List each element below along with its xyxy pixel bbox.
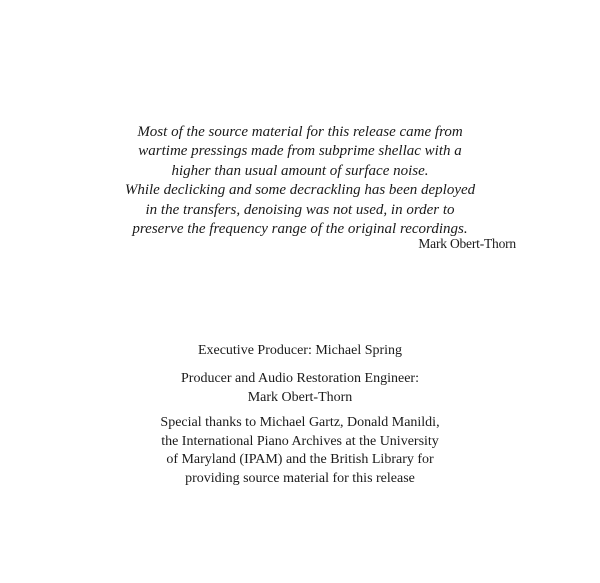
transfer-note-line: wartime pressings made from subprime shellac with a: [138, 143, 462, 160]
transfer-note-line: higher than usual amount of surface noise.: [171, 162, 429, 179]
transfer-note-line: preserve the frequency range of the original recordings.: [132, 221, 468, 238]
producer-credit-line: Mark Obert-Thorn: [247, 389, 353, 405]
special-thanks-line: Special thanks to Michael Gartz, Donald Manildi,: [160, 415, 440, 430]
producer-credit-line: Producer and Audio Restoration Engineer:: [181, 371, 419, 386]
special-thanks-credit: [130, 414, 470, 488]
special-thanks-line: providing source material for this release: [185, 470, 415, 486]
transfer-note-line: While declicking and some decrackling has been deployed: [124, 182, 476, 199]
executive-producer-line: Executive Producer: Michael Spring: [197, 343, 403, 358]
executive-producer-credit: [130, 342, 470, 361]
transfer-note-line: Most of the source material for this release came from: [137, 124, 463, 140]
transfer-note-line: in the transfers, denoising was not used, in order to: [145, 201, 455, 218]
special-thanks-line: the International Piano Archives at the University: [161, 433, 439, 449]
transfer-note-signature-wrap: [80, 0, 520, 583]
transfer-note-signature: Mark Obert-Thorn: [418, 236, 516, 251]
special-thanks-line: of Maryland (IPAM) and the British Library for: [166, 452, 434, 467]
producer-credit: [130, 370, 470, 407]
